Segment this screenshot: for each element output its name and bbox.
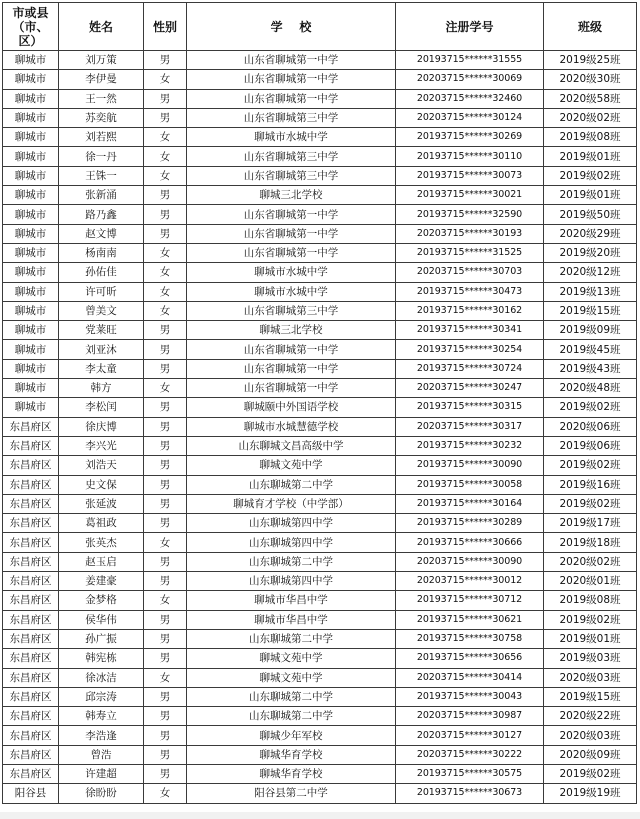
cell-gender: 女: [144, 166, 187, 185]
cell-county: 东昌府区: [3, 726, 59, 745]
cell-name: 刘若熙: [59, 128, 144, 147]
cell-county: 东昌府区: [3, 436, 59, 455]
table-row: [3, 726, 637, 745]
header-county-line: 市或县: [12, 5, 49, 20]
cell-county: 东昌府区: [3, 456, 59, 475]
table-row: [3, 707, 637, 726]
cell-county: 东昌府区: [3, 514, 59, 533]
cell-reg-no: 20193715******30758: [396, 629, 544, 648]
cell-school: 山东聊城第二中学: [187, 687, 396, 706]
cell-reg-no: 20193715******30673: [396, 784, 544, 803]
cell-class: 2019级43班: [544, 359, 637, 378]
cell-class: 2019级20班: [544, 243, 637, 262]
cell-class: 2019级01班: [544, 186, 637, 205]
cell-class: 2020级29班: [544, 224, 637, 243]
table-row: [3, 128, 637, 147]
cell-gender: 男: [144, 514, 187, 533]
header-county: [3, 3, 59, 51]
cell-name: 姜建豪: [59, 572, 144, 591]
cell-reg-no: 20193715******30162: [396, 301, 544, 320]
table-row: [3, 610, 637, 629]
header-county-line: 区）: [18, 33, 43, 48]
cell-reg-no: 20203715******30124: [396, 108, 544, 127]
cell-school: 山东省聊城第一中学: [187, 205, 396, 224]
cell-reg-no: 20193715******30575: [396, 764, 544, 783]
cell-county: 东昌府区: [3, 610, 59, 629]
table-row: [3, 340, 637, 359]
cell-name: 王铢一: [59, 166, 144, 185]
cell-school: 山东省聊城第三中学: [187, 166, 396, 185]
table-row: [3, 456, 637, 475]
cell-class: 2019级16班: [544, 475, 637, 494]
cell-name: 韩方: [59, 379, 144, 398]
cell-class: 2020级48班: [544, 379, 637, 398]
cell-class: 2020级03班: [544, 668, 637, 687]
cell-school: 聊城文苑中学: [187, 668, 396, 687]
header-row: [3, 3, 637, 51]
cell-name: 路乃鑫: [59, 205, 144, 224]
cell-name: 张新涌: [59, 186, 144, 205]
cell-reg-no: 20193715******30043: [396, 687, 544, 706]
cell-reg-no: 20193715******30666: [396, 533, 544, 552]
cell-reg-no: 20193715******32590: [396, 205, 544, 224]
cell-school: 聊城市水城中学: [187, 282, 396, 301]
table-row: [3, 108, 637, 127]
cell-county: 聊城市: [3, 89, 59, 108]
table-row: [3, 572, 637, 591]
cell-gender: 男: [144, 764, 187, 783]
cell-reg-no: 20193715******30232: [396, 436, 544, 455]
cell-class: 2019级02班: [544, 398, 637, 417]
cell-gender: 男: [144, 340, 187, 359]
cell-school: 山东聊城第二中学: [187, 475, 396, 494]
cell-name: 史文保: [59, 475, 144, 494]
cell-county: 阳谷县: [3, 784, 59, 803]
cell-county: 东昌府区: [3, 533, 59, 552]
cell-name: 许建超: [59, 764, 144, 783]
cell-reg-no: 20203715******32460: [396, 89, 544, 108]
cell-school: 山东省聊城第一中学: [187, 379, 396, 398]
table-row: [3, 205, 637, 224]
cell-county: 东昌府区: [3, 417, 59, 436]
cell-class: 2019级02班: [544, 166, 637, 185]
cell-school: 聊城三北学校: [187, 321, 396, 340]
cell-name: 张延波: [59, 494, 144, 513]
cell-reg-no: 20203715******30317: [396, 417, 544, 436]
cell-class: 2020级09班: [544, 745, 637, 764]
cell-county: 东昌府区: [3, 687, 59, 706]
cell-school: 聊城育才学校（中学部）: [187, 494, 396, 513]
cell-gender: 男: [144, 610, 187, 629]
cell-reg-no: 20193715******30473: [396, 282, 544, 301]
cell-reg-no: 20193715******30341: [396, 321, 544, 340]
cell-county: 东昌府区: [3, 494, 59, 513]
cell-school: 山东聊城第四中学: [187, 533, 396, 552]
cell-reg-no: 20193715******30164: [396, 494, 544, 513]
cell-gender: 男: [144, 398, 187, 417]
cell-gender: 男: [144, 205, 187, 224]
cell-name: 刘万策: [59, 51, 144, 70]
cell-name: 杨南南: [59, 243, 144, 262]
cell-class: 2019级18班: [544, 533, 637, 552]
student-table: [2, 2, 637, 804]
cell-name: 葛祖政: [59, 514, 144, 533]
cell-class: 2019级02班: [544, 764, 637, 783]
cell-school: 聊城华育学校: [187, 764, 396, 783]
cell-gender: 女: [144, 243, 187, 262]
cell-school: 聊城市华昌中学: [187, 610, 396, 629]
cell-school: 山东省聊城第三中学: [187, 108, 396, 127]
table-row: [3, 533, 637, 552]
cell-class: 2020级22班: [544, 707, 637, 726]
header-gender: 性别: [144, 3, 187, 51]
cell-school: 聊城市水城慧德学校: [187, 417, 396, 436]
cell-county: 聊城市: [3, 301, 59, 320]
cell-reg-no: 20203715******30127: [396, 726, 544, 745]
cell-school: 山东省聊城第一中学: [187, 70, 396, 89]
cell-school: 聊城少年军校: [187, 726, 396, 745]
table-row: [3, 475, 637, 494]
cell-class: 2019级50班: [544, 205, 637, 224]
cell-name: 徐冰洁: [59, 668, 144, 687]
cell-county: 聊城市: [3, 51, 59, 70]
cell-name: 徐盼盼: [59, 784, 144, 803]
cell-class: 2020级01班: [544, 572, 637, 591]
cell-school: 山东省聊城第一中学: [187, 224, 396, 243]
cell-gender: 男: [144, 475, 187, 494]
cell-gender: 男: [144, 321, 187, 340]
cell-school: 山东省聊城第三中学: [187, 147, 396, 166]
cell-county: 聊城市: [3, 321, 59, 340]
cell-reg-no: 20203715******30012: [396, 572, 544, 591]
cell-county: 东昌府区: [3, 649, 59, 668]
cell-class: 2019级02班: [544, 494, 637, 513]
cell-reg-no: 20193715******31555: [396, 51, 544, 70]
cell-gender: 男: [144, 417, 187, 436]
table-row: [3, 417, 637, 436]
cell-name: 徐一丹: [59, 147, 144, 166]
cell-county: 聊城市: [3, 359, 59, 378]
cell-class: 2020级30班: [544, 70, 637, 89]
cell-class: 2019级25班: [544, 51, 637, 70]
cell-gender: 女: [144, 591, 187, 610]
cell-class: 2020级06班: [544, 417, 637, 436]
cell-county: 东昌府区: [3, 764, 59, 783]
table-row: [3, 629, 637, 648]
cell-county: 东昌府区: [3, 572, 59, 591]
cell-school: 聊城文苑中学: [187, 649, 396, 668]
cell-name: 赵玉启: [59, 552, 144, 571]
cell-gender: 男: [144, 745, 187, 764]
cell-county: 聊城市: [3, 340, 59, 359]
cell-county: 聊城市: [3, 379, 59, 398]
table-row: [3, 764, 637, 783]
cell-name: 李兴光: [59, 436, 144, 455]
table-row: [3, 243, 637, 262]
table-row: [3, 186, 637, 205]
cell-gender: 女: [144, 533, 187, 552]
cell-school: 山东省聊城第一中学: [187, 89, 396, 108]
cell-name: 孙佑佳: [59, 263, 144, 282]
cell-school: 山东省聊城第一中学: [187, 243, 396, 262]
cell-school: 山东聊城第二中学: [187, 707, 396, 726]
cell-name: 党莱旺: [59, 321, 144, 340]
header-reg-no: 注册学号: [396, 3, 544, 51]
cell-school: 阳谷县第二中学: [187, 784, 396, 803]
cell-school: 山东聊城文昌高级中学: [187, 436, 396, 455]
table-row: [3, 51, 637, 70]
table-row: [3, 668, 637, 687]
cell-county: 聊城市: [3, 186, 59, 205]
cell-school: 山东聊城第二中学: [187, 552, 396, 571]
cell-class: 2019级17班: [544, 514, 637, 533]
table-row: [3, 379, 637, 398]
cell-reg-no: 20193715******30724: [396, 359, 544, 378]
table-row: [3, 784, 637, 803]
cell-class: 2019级09班: [544, 321, 637, 340]
cell-reg-no: 20203715******30222: [396, 745, 544, 764]
cell-reg-no: 20203715******30247: [396, 379, 544, 398]
cell-school: 聊城文苑中学: [187, 456, 396, 475]
cell-name: 韩寿立: [59, 707, 144, 726]
cell-school: 聊城三北学校: [187, 186, 396, 205]
cell-county: 聊城市: [3, 128, 59, 147]
cell-name: 许可昕: [59, 282, 144, 301]
cell-name: 金梦格: [59, 591, 144, 610]
table-row: [3, 514, 637, 533]
cell-class: 2019级01班: [544, 147, 637, 166]
cell-name: 韩宪栋: [59, 649, 144, 668]
table-row: [3, 494, 637, 513]
cell-reg-no: 20193715******30021: [396, 186, 544, 205]
cell-class: 2019级15班: [544, 687, 637, 706]
cell-school: 聊城市华昌中学: [187, 591, 396, 610]
cell-gender: 男: [144, 51, 187, 70]
cell-name: 李松闰: [59, 398, 144, 417]
cell-county: 聊城市: [3, 282, 59, 301]
cell-class: 2019级19班: [544, 784, 637, 803]
footer-strip: [0, 812, 640, 819]
cell-gender: 男: [144, 186, 187, 205]
cell-gender: 女: [144, 784, 187, 803]
cell-class: 2019级02班: [544, 456, 637, 475]
cell-school: 山东省聊城第一中学: [187, 359, 396, 378]
cell-reg-no: 20203715******30090: [396, 552, 544, 571]
cell-class: 2019级15班: [544, 301, 637, 320]
cell-county: 聊城市: [3, 263, 59, 282]
cell-reg-no: 20193715******30269: [396, 128, 544, 147]
cell-gender: 男: [144, 649, 187, 668]
cell-gender: 女: [144, 128, 187, 147]
cell-school: 聊城颐中外国语学校: [187, 398, 396, 417]
cell-county: 东昌府区: [3, 745, 59, 764]
table-row: [3, 649, 637, 668]
table-row: [3, 147, 637, 166]
cell-reg-no: 20193715******30315: [396, 398, 544, 417]
table-row: [3, 263, 637, 282]
table-row: [3, 301, 637, 320]
header-class: 班级: [544, 3, 637, 51]
cell-reg-no: 20193715******31525: [396, 243, 544, 262]
cell-class: 2020级12班: [544, 263, 637, 282]
table-row: [3, 745, 637, 764]
cell-reg-no: 20193715******30656: [396, 649, 544, 668]
cell-gender: 男: [144, 552, 187, 571]
cell-gender: 男: [144, 108, 187, 127]
cell-reg-no: 20203715******30414: [396, 668, 544, 687]
cell-gender: 女: [144, 301, 187, 320]
cell-name: 李伊曼: [59, 70, 144, 89]
cell-school: 山东聊城第四中学: [187, 514, 396, 533]
cell-name: 曾美文: [59, 301, 144, 320]
cell-gender: 女: [144, 70, 187, 89]
cell-name: 刘浩天: [59, 456, 144, 475]
cell-class: 2019级45班: [544, 340, 637, 359]
cell-reg-no: 20193715******30110: [396, 147, 544, 166]
cell-school: 山东聊城第四中学: [187, 572, 396, 591]
cell-name: 曾浩: [59, 745, 144, 764]
cell-gender: 女: [144, 282, 187, 301]
table-body: [3, 51, 637, 804]
cell-school: 山东省聊城第一中学: [187, 340, 396, 359]
header-name: 姓名: [59, 3, 144, 51]
cell-gender: 男: [144, 572, 187, 591]
cell-county: 聊城市: [3, 70, 59, 89]
cell-reg-no: 20193715******30058: [396, 475, 544, 494]
cell-county: 东昌府区: [3, 668, 59, 687]
cell-reg-no: 20193715******30621: [396, 610, 544, 629]
cell-name: 邱宗涛: [59, 687, 144, 706]
cell-county: 东昌府区: [3, 475, 59, 494]
cell-gender: 女: [144, 263, 187, 282]
table-row: [3, 359, 637, 378]
cell-gender: 男: [144, 629, 187, 648]
cell-class: 2019级13班: [544, 282, 637, 301]
table-row: [3, 70, 637, 89]
cell-name: 赵文博: [59, 224, 144, 243]
cell-name: 徐庆博: [59, 417, 144, 436]
cell-reg-no: 20193715******30073: [396, 166, 544, 185]
table-row: [3, 166, 637, 185]
cell-county: 东昌府区: [3, 629, 59, 648]
cell-school: 聊城市水城中学: [187, 128, 396, 147]
table-row: [3, 282, 637, 301]
cell-class: 2020级03班: [544, 726, 637, 745]
cell-gender: 男: [144, 89, 187, 108]
cell-school: 山东省聊城第一中学: [187, 51, 396, 70]
cell-name: 李浩逢: [59, 726, 144, 745]
cell-name: 王一然: [59, 89, 144, 108]
cell-class: 2019级01班: [544, 629, 637, 648]
cell-class: 2019级03班: [544, 649, 637, 668]
cell-county: 聊城市: [3, 108, 59, 127]
cell-name: 苏奕航: [59, 108, 144, 127]
cell-class: 2020级58班: [544, 89, 637, 108]
cell-county: 聊城市: [3, 243, 59, 262]
table-row: [3, 687, 637, 706]
cell-county: 东昌府区: [3, 552, 59, 571]
cell-school: 聊城华育学校: [187, 745, 396, 764]
cell-gender: 男: [144, 726, 187, 745]
cell-reg-no: 20193715******30289: [396, 514, 544, 533]
cell-name: 侯华伟: [59, 610, 144, 629]
cell-county: 聊城市: [3, 205, 59, 224]
cell-school: 山东省聊城第三中学: [187, 301, 396, 320]
cell-county: 聊城市: [3, 398, 59, 417]
table-row: [3, 552, 637, 571]
table-row: [3, 224, 637, 243]
cell-class: 2019级08班: [544, 591, 637, 610]
cell-gender: 男: [144, 456, 187, 475]
cell-gender: 男: [144, 494, 187, 513]
cell-name: 张英杰: [59, 533, 144, 552]
table-row: [3, 436, 637, 455]
table-row: [3, 321, 637, 340]
cell-reg-no: 20193715******30712: [396, 591, 544, 610]
cell-county: 聊城市: [3, 224, 59, 243]
cell-reg-no: 20203715******30987: [396, 707, 544, 726]
cell-reg-no: 20203715******30193: [396, 224, 544, 243]
cell-class: 2019级08班: [544, 128, 637, 147]
cell-gender: 女: [144, 668, 187, 687]
cell-school: 聊城市水城中学: [187, 263, 396, 282]
cell-gender: 女: [144, 147, 187, 166]
cell-reg-no: 20193715******30254: [396, 340, 544, 359]
cell-name: 刘亚沐: [59, 340, 144, 359]
table-row: [3, 398, 637, 417]
cell-gender: 女: [144, 379, 187, 398]
cell-gender: 男: [144, 224, 187, 243]
cell-class: 2020级02班: [544, 108, 637, 127]
cell-name: 李太童: [59, 359, 144, 378]
cell-gender: 男: [144, 687, 187, 706]
cell-class: 2020级02班: [544, 552, 637, 571]
cell-gender: 男: [144, 436, 187, 455]
cell-county: 东昌府区: [3, 591, 59, 610]
table-row: [3, 591, 637, 610]
cell-county: 聊城市: [3, 147, 59, 166]
header-school: 学 校: [187, 3, 396, 51]
table-row: [3, 89, 637, 108]
cell-class: 2019级06班: [544, 436, 637, 455]
header-county-line: （市、: [12, 19, 49, 34]
cell-reg-no: 20193715******30090: [396, 456, 544, 475]
cell-county: 东昌府区: [3, 707, 59, 726]
cell-county: 聊城市: [3, 166, 59, 185]
cell-class: 2019级02班: [544, 610, 637, 629]
cell-gender: 男: [144, 707, 187, 726]
cell-school: 山东聊城第二中学: [187, 629, 396, 648]
cell-name: 孙广振: [59, 629, 144, 648]
cell-reg-no: 20203715******30703: [396, 263, 544, 282]
cell-reg-no: 20203715******30069: [396, 70, 544, 89]
cell-gender: 男: [144, 359, 187, 378]
student-list-sheet: [2, 2, 636, 804]
